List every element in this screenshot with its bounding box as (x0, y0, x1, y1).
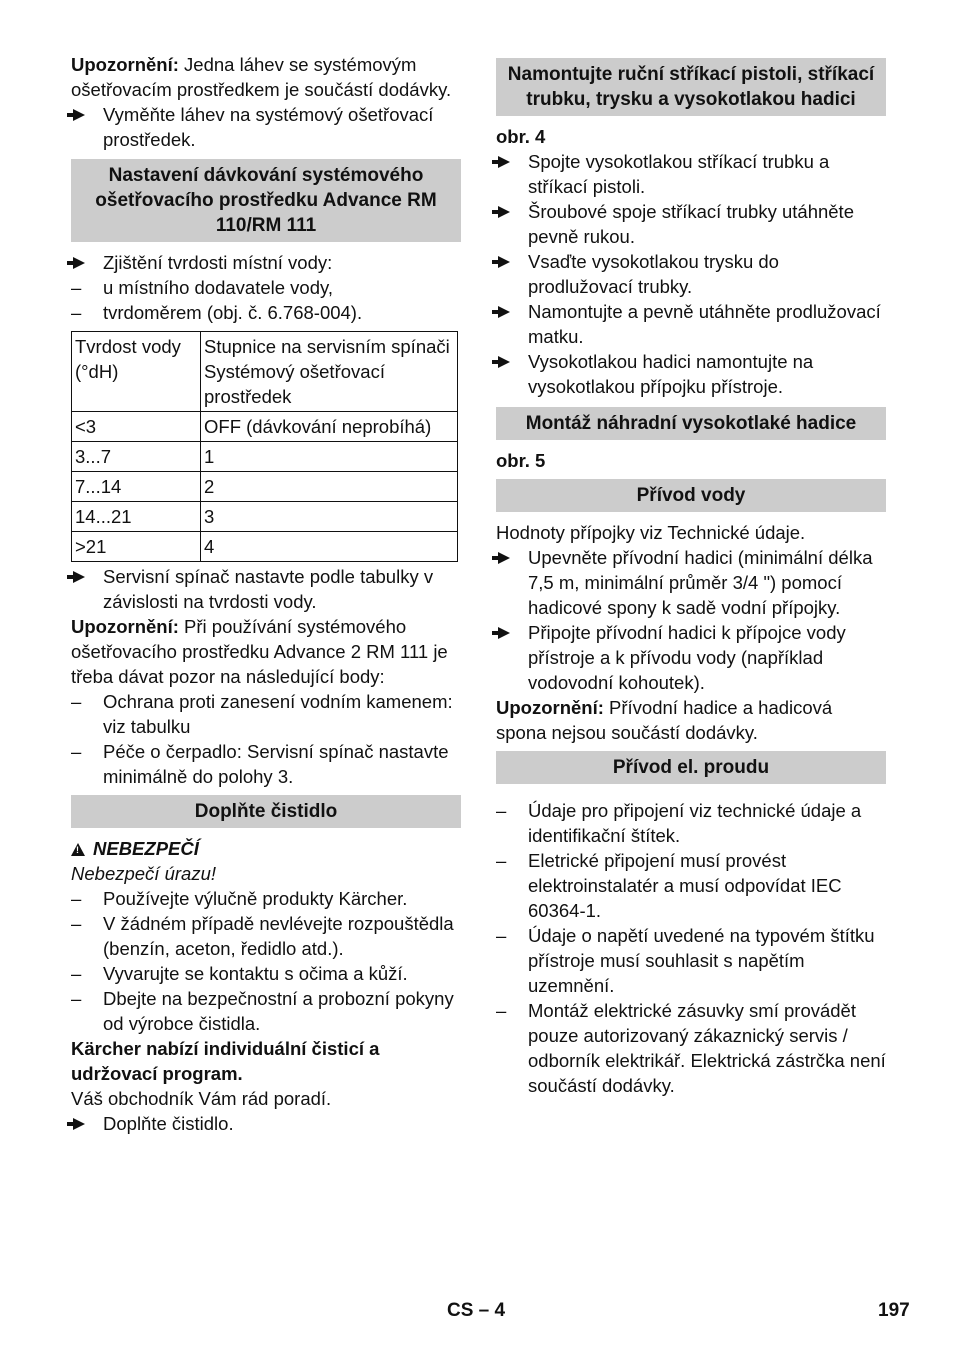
table-cell: 14...21 (72, 502, 201, 532)
table-header-cell: Stupnice na servisním spínači Systémový ošetřovací prostředek (201, 332, 458, 412)
table-cell: 4 (201, 532, 458, 562)
table-row (72, 442, 458, 472)
instruction-step: Vyměňte láhev na systémový ošetřovací prostředek. (71, 102, 461, 152)
hardness-table (71, 331, 458, 562)
instruction-step: Namontujte a pevně utáhněte prodlužovací matku. (496, 299, 886, 349)
section-heading-detergent: Doplňte čistidlo (71, 795, 461, 828)
section-heading-power: Přívod el. proudu (496, 751, 886, 784)
arrow-right-icon (498, 306, 510, 318)
list-item: – Ochrana proti zanesení vodním kamenem: viz tabulku (71, 691, 453, 737)
instruction-step: Šroubové spoje stříkací trubky utáhněte pevně rukou. (496, 199, 886, 249)
note-label: Upozornění: (71, 54, 179, 75)
list-item: – Péče o čerpadlo: Servisní spínač nastavte minimálně do polohy 3. (71, 741, 449, 787)
table-cell: OFF (dávkování neprobíhá) (201, 412, 458, 442)
list-item: – Údaje pro připojení viz technické údaje a identifikační štítek. (496, 800, 862, 846)
arrow-right-icon (498, 356, 510, 368)
list-item: – Používejte výlučně produkty Kärcher. (71, 888, 408, 909)
instruction-step: Doplňte čistidlo. (71, 1111, 461, 1136)
table-row (72, 502, 458, 532)
list-item: – Montáž elektrické zásuvky smí provádět pouze autorizovaný zákaznický servis / odborník elektrikář. Elektrická zástrčka není součástí dodávky. (496, 1000, 886, 1096)
instruction-step: Upevněte přívodní hadici (minimální délka 7,5 m, minimální průměr 3/4 ") pomocí hadicové spony k sadě vodní přípojky. (496, 545, 886, 620)
instruction-step: Vysokotlakou hadici namontujte na vysokotlakou přípojku přístroje. (496, 349, 886, 399)
note-paragraph: Upozornění: Jedna láhev se systémovým ošetřovacím prostředkem je součástí dodávky. (71, 54, 452, 100)
table-row (72, 472, 458, 502)
section-heading-spare-hose: Montáž náhradní vysokotlaké hadice (496, 407, 886, 440)
note-label: Upozornění: (496, 697, 604, 718)
section-heading-mount: Namontujte ruční stříkací pistoli, stříkací trubku, trysku a vysokotlakou hadici (496, 58, 886, 116)
table-cell: 3 (201, 502, 458, 532)
danger-text: Nebezpečí úrazu! (71, 863, 217, 884)
instruction-step: Spojte vysokotlakou stříkací trubku a stříkací pistoli. (496, 149, 886, 199)
table-cell: 7...14 (72, 472, 201, 502)
arrow-right-icon (73, 257, 85, 269)
left-column (71, 52, 461, 1136)
arrow-right-icon (73, 1118, 85, 1130)
arrow-right-icon (498, 206, 510, 218)
warning-triangle-icon (71, 843, 85, 856)
list-item: – u místního dodavatele vody, (71, 277, 334, 298)
instruction-step: Připojte přívodní hadici k přípojce vody přístroje a k přívodu vody (například vodovodní kohoutek). (496, 620, 886, 695)
arrow-right-icon (498, 156, 510, 168)
right-column (496, 52, 886, 1098)
table-header-cell: Tvrdost vody (°dH) (72, 332, 201, 412)
water-values: Hodnoty přípojky viz Technické údaje. (496, 522, 806, 543)
instruction-step: Vsaďte vysokotlakou trysku do prodlužovací trubky. (496, 249, 886, 299)
table-row (72, 412, 458, 442)
table-cell: 2 (201, 472, 458, 502)
table-cell: >21 (72, 532, 201, 562)
arrow-right-icon (498, 552, 510, 564)
instruction-step: Zjištění tvrdosti místní vody: (71, 250, 461, 275)
list-item: – tvrdoměrem (obj. č. 6.768-004). (71, 302, 363, 323)
note-label: Upozornění: (71, 616, 179, 637)
program-note: Kärcher nabízí individuální čisticí a udržovací program. (71, 1038, 380, 1084)
section-heading-dosing: Nastavení dávkování systémového ošetřovacího prostředku Advance RM 110/RM 111 (71, 159, 461, 242)
table-cell: <3 (72, 412, 201, 442)
page-number: 197 (878, 1300, 910, 1321)
list-item: – Dbejte na bezpečnostní a probozní pokyny od výrobce čistidla. (71, 988, 454, 1034)
figure-reference: obr. 4 (496, 126, 546, 147)
note-paragraph: Upozornění: Při používání systémového ošetřovacího prostředku Advance 2 RM 111 je třeba dávat pozor na následující body: (71, 616, 448, 687)
arrow-right-icon (498, 256, 510, 268)
footer-section-label: CS – 4 (447, 1300, 506, 1321)
dealer-note: Váš obchodník Vám rád poradí. (71, 1088, 332, 1109)
arrow-right-icon (498, 627, 510, 639)
list-item: – Eletrické připojení musí provést elektroinstalatér a musí odpovídat IEC 60364-1. (496, 850, 842, 921)
table-header-row (72, 332, 458, 412)
list-item: – V žádném případě nevlévejte rozpouštědla (benzín, aceton, ředidlo atd.). (71, 913, 454, 959)
instruction-step: Servisní spínač nastavte podle tabulky v závislosti na tvrdosti vody. (71, 564, 461, 614)
arrow-right-icon (73, 109, 85, 121)
table-cell: 3...7 (72, 442, 201, 472)
danger-heading: !NEBEZPEČÍ (71, 836, 461, 861)
figure-reference: obr. 5 (496, 450, 546, 471)
table-cell: 1 (201, 442, 458, 472)
section-heading-water: Přívod vody (496, 479, 886, 512)
list-item: – Údaje o napětí uvedené na typovém štítku přístroje musí souhlasit s napětím uzemnění. (496, 925, 875, 996)
note-paragraph: Upozornění: Přívodní hadice a hadicová spona nejsou součástí dodávky. (496, 697, 833, 743)
list-item: – Vyvarujte se kontaktu s očima a kůží. (71, 963, 408, 984)
arrow-right-icon (73, 571, 85, 583)
table-row (72, 532, 458, 562)
